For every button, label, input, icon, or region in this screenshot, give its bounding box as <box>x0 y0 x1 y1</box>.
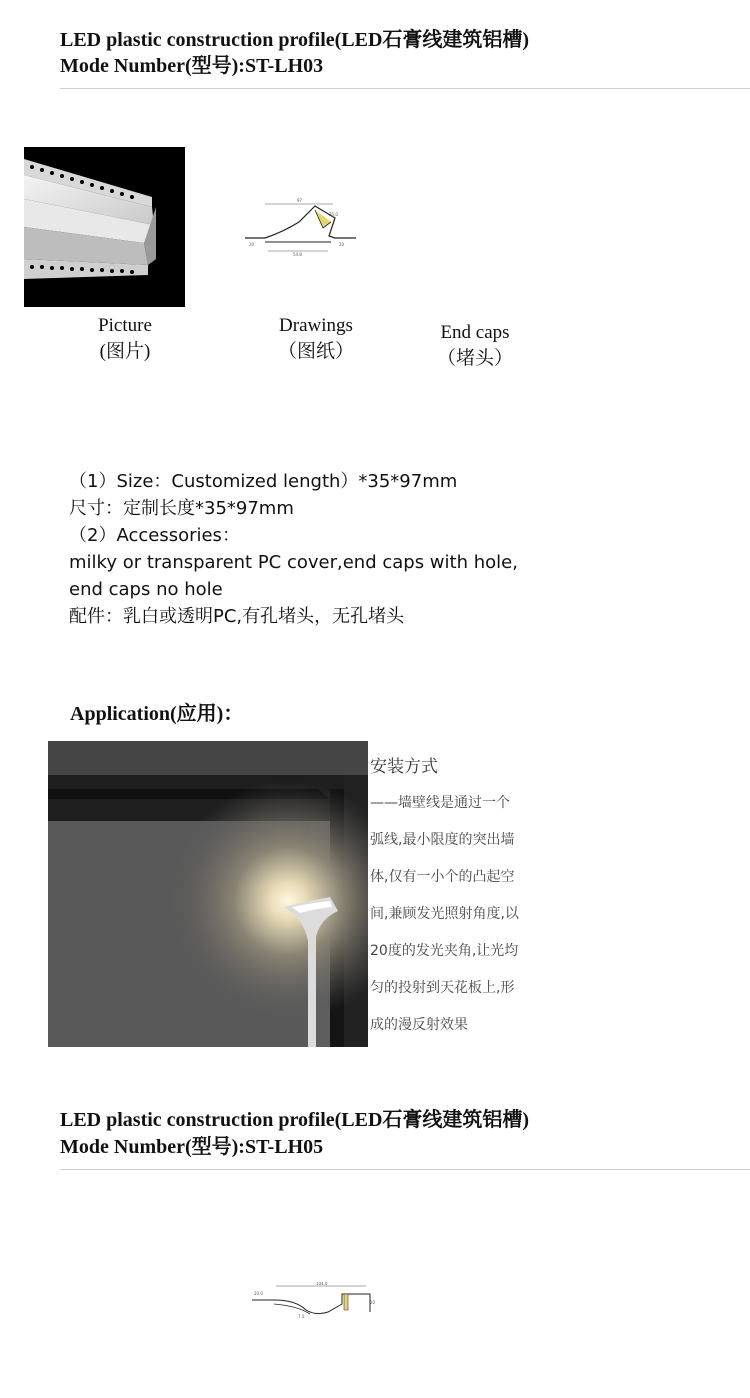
profile-photo-icon <box>24 147 185 307</box>
drawings-caption <box>256 313 376 365</box>
dim-label: 20.0 <box>254 1291 263 1296</box>
divider <box>60 88 750 89</box>
application-heading: Application(应用)： <box>70 703 244 725</box>
dim-label: 35.0 <box>329 212 338 217</box>
endcaps-caption <box>415 320 535 372</box>
section-title: LED plastic construction profile(LED石膏线建筑铝槽) <box>60 29 530 51</box>
spec-accessories-cont: end caps no hole <box>69 579 223 600</box>
section-title: LED plastic construction profile(LED石膏线建筑铝槽) <box>60 1109 530 1131</box>
divider <box>60 1169 750 1170</box>
install-line: 弧线,最小限度的突出墙 <box>370 832 515 848</box>
dim-label: 54.8 <box>293 252 302 257</box>
spec-accessories: milky or transparent PC cover,end caps with hole, <box>69 552 518 573</box>
technical-drawing <box>250 1282 382 1324</box>
spec-accessories-heading: （2）Accessories： <box>69 525 240 546</box>
application-description <box>370 752 540 1044</box>
caption-label-cn: (图片) <box>99 341 151 362</box>
dim-label: 97 <box>297 198 303 203</box>
technical-drawing <box>243 196 358 258</box>
dim-label: 20 <box>249 242 255 247</box>
install-line: 间,兼顾发光照射角度,以 <box>370 906 519 922</box>
caption-label: Drawings <box>279 315 353 336</box>
spec-size: （1）Size：Customized length）*35*97mm <box>69 471 458 492</box>
dim-label: 104.0 <box>316 1282 328 1286</box>
caption-label: Picture <box>98 315 152 336</box>
install-line: 体,仅有一小个的凸起空 <box>370 869 515 885</box>
picture-caption <box>75 313 175 365</box>
caption-label-cn: （堵头） <box>436 348 513 369</box>
caption-label: End caps <box>440 322 510 343</box>
dim-label: 20 <box>339 242 345 247</box>
product-picture <box>24 147 185 307</box>
application-photo <box>48 741 368 1047</box>
install-line: ——墙壁线是通过一个 <box>370 795 510 811</box>
install-title: 安装方式 <box>370 757 438 777</box>
install-line: 20度的发光夹角,让光均 <box>370 943 519 959</box>
model-number: Mode Number(型号):ST-LH05 <box>60 1136 324 1158</box>
install-line: 匀的投射到天花板上,形 <box>370 980 515 996</box>
dim-label: 20 <box>370 1300 376 1305</box>
spec-accessories-cn: 配件：乳白或透明PC,有孔堵头，无孔堵头 <box>69 606 405 627</box>
specifications <box>69 468 709 630</box>
dim-label: 7.5 <box>298 1314 305 1319</box>
install-line: 成的漫反射效果 <box>370 1017 468 1033</box>
model-number: Mode Number(型号):ST-LH03 <box>60 55 324 77</box>
spec-size-cn: 尺寸：定制长度*35*97mm <box>69 498 294 519</box>
installation-scene-icon <box>48 741 368 1047</box>
caption-label-cn: （图纸） <box>277 341 354 362</box>
